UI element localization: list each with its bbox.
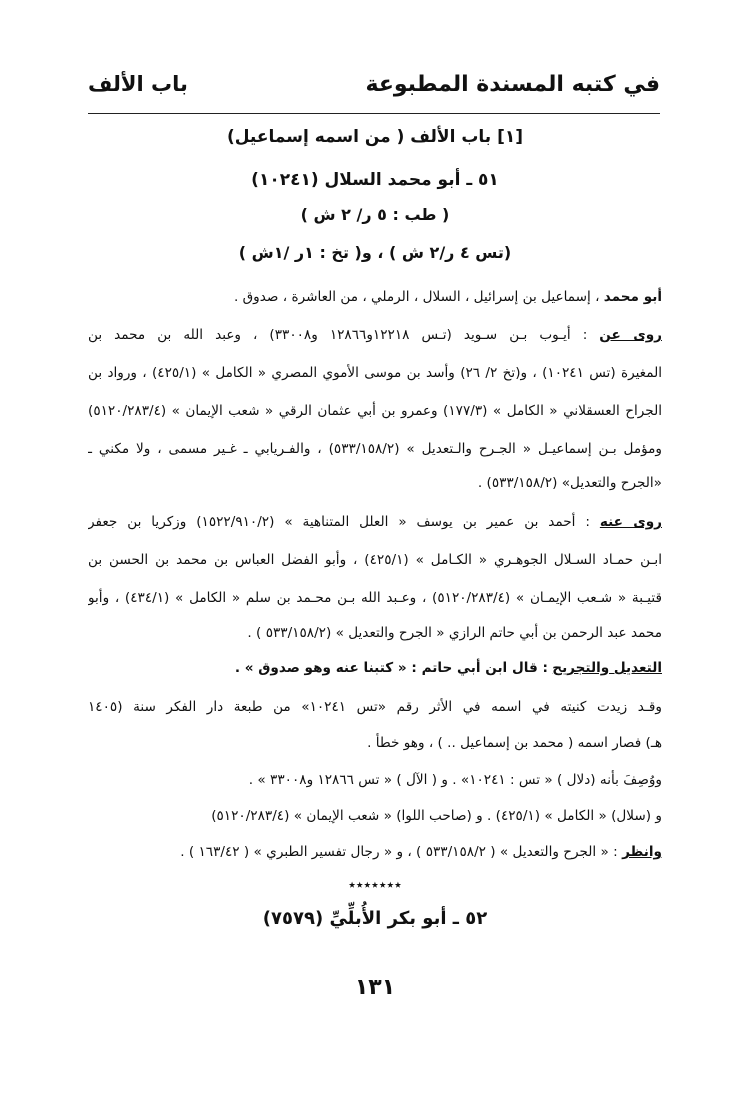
symbol-line-1: ( طب : ٥ ر/ ٢ ش ): [300, 205, 450, 224]
rawa-an-line: «الجرح والتعديل» (٥٣٣/١٥٨/٢) .: [477, 475, 662, 491]
intro-line: [88, 287, 662, 307]
rawa-anhu-line: محمد عبد الرحمن بن أبي حاتم الرازي « الجرح والتعديل » (٥٣٣/١٥٨/٢ ) .: [247, 625, 662, 641]
rawa-anhu-label: روى عنه: [599, 514, 662, 530]
unzur-line: [88, 842, 662, 862]
note-line: و (سلال) « الكامل » (٤٢٥/١) . و (صاحب اللوا) « شعب الإيمان » (٥١٢٠/٢٨٣/٤): [211, 808, 662, 824]
rawa-an-line: المغيرة (تس ١٠٢٤١) ، و(تخ ٢/ ٢٦) وأسد بن موسى الأموي المصري « الكامل » (٤٢٥/١) ، ورواد بن: [88, 365, 662, 381]
section-title: باب الألف: [88, 72, 188, 96]
running-title: في كتبه المسندة المطبوعة: [365, 72, 660, 97]
rawa-anhu-line: ابـن حمـاد السـلال الجوهـري « الكـامل » (٤٢٥/١) ، وأبو الفضل العباس بن محمد بن الحسن بن: [88, 552, 662, 568]
intro-name: أبو محمد: [603, 289, 662, 305]
rawa-anhu-line: قتيـبة « شـعب الإيمـان » (٥١٢٠/٢٨٣/٤) ، وعـبد الله بـن محـمد بن سلم « الكامل » (٤٣٤/١) ، وأبو: [88, 590, 662, 606]
tadil-line: [88, 658, 662, 678]
header-rule: [88, 113, 660, 114]
rawa-an-text: : أيـوب بـن سـويد (تـس ١٢٢١٨و١٢٨٦٦ و٣٣٠٠٨) ، وعبد الله بن محمد بن: [88, 327, 588, 343]
rawa-an-line: [88, 325, 662, 345]
chapter-heading: [١] باب الألف ( من اسمه إسماعيل): [226, 127, 524, 147]
note-line: ووُصِفَ بأنه (دلال ) « تس : ١٠٢٤١» . و ( الآل ) « تس ١٢٨٦٦ و٣٣٠٠٨ » .: [248, 772, 662, 788]
entry-title: ٥١ ـ أبو محمد السلال (١٠٢٤١): [251, 170, 499, 190]
rawa-an-line: ومؤمل بـن إسماعيـل « الجـرح والـتعديل » (٥٣٣/١٥٨/٢) ، والفـريابي ـ غـير مسمى ، ولا مكني ـ: [88, 441, 662, 457]
tadil-text: : قال ابن أبي حاتم : « كتبنا عنه وهو صدوق » .: [234, 660, 548, 676]
page-header: [88, 72, 660, 112]
page-number: ١٣١: [354, 975, 396, 1000]
note-line: هـ) فصار اسمه ( محمد بن إسماعيل .. ) ، وهو خطأ .: [367, 735, 662, 751]
unzur-text: : « الجرح والتعديل » ( ٥٣٣/١٥٨/٢ ) ، و « رجال تفسير الطبري » ( ١٦٣/٤٢ ) .: [180, 844, 618, 860]
unzur-label: وانظر: [622, 844, 662, 860]
intro-text: ، إسماعيل بن إسرائيل ، السلال ، الرملي ، من العاشرة ، صدوق .: [233, 289, 600, 305]
next-entry-title: ٥٢ ـ أبو بكر الأُبلِّيِّ (٧٥٧٩): [262, 908, 488, 929]
rawa-anhu-text: : أحمد بن عمير بن يوسف « العلل المتناهية » (١٥٢٢/٩١٠/٢) وزكريا بن جعفر: [88, 514, 590, 530]
rawa-an-label: روى عن: [599, 327, 662, 343]
rawa-an-line: الجراح العسقلاني « الكامل » (١٧٧/٣) وعمرو بن أبي عثمان الرقي « شعب الإيمان » (٥١٢٠/٢٨٣/٤): [88, 403, 662, 419]
separator-stars: ٭٭٭٭٭٭٭: [348, 877, 402, 893]
tadil-label: التعديل والتجريح: [552, 660, 662, 676]
note-line: وقـد زيدت كنيته في اسمه في الأثر رقم «تس ١٠٢٤١» من طبعة دار الفكر سنة (١٤٠٥: [88, 699, 662, 715]
rawa-anhu-line: [88, 512, 662, 532]
symbol-line-2: (تس ٤ ر/٢ ش ) ، و( تخ : ١ر /١ش ): [238, 243, 512, 262]
